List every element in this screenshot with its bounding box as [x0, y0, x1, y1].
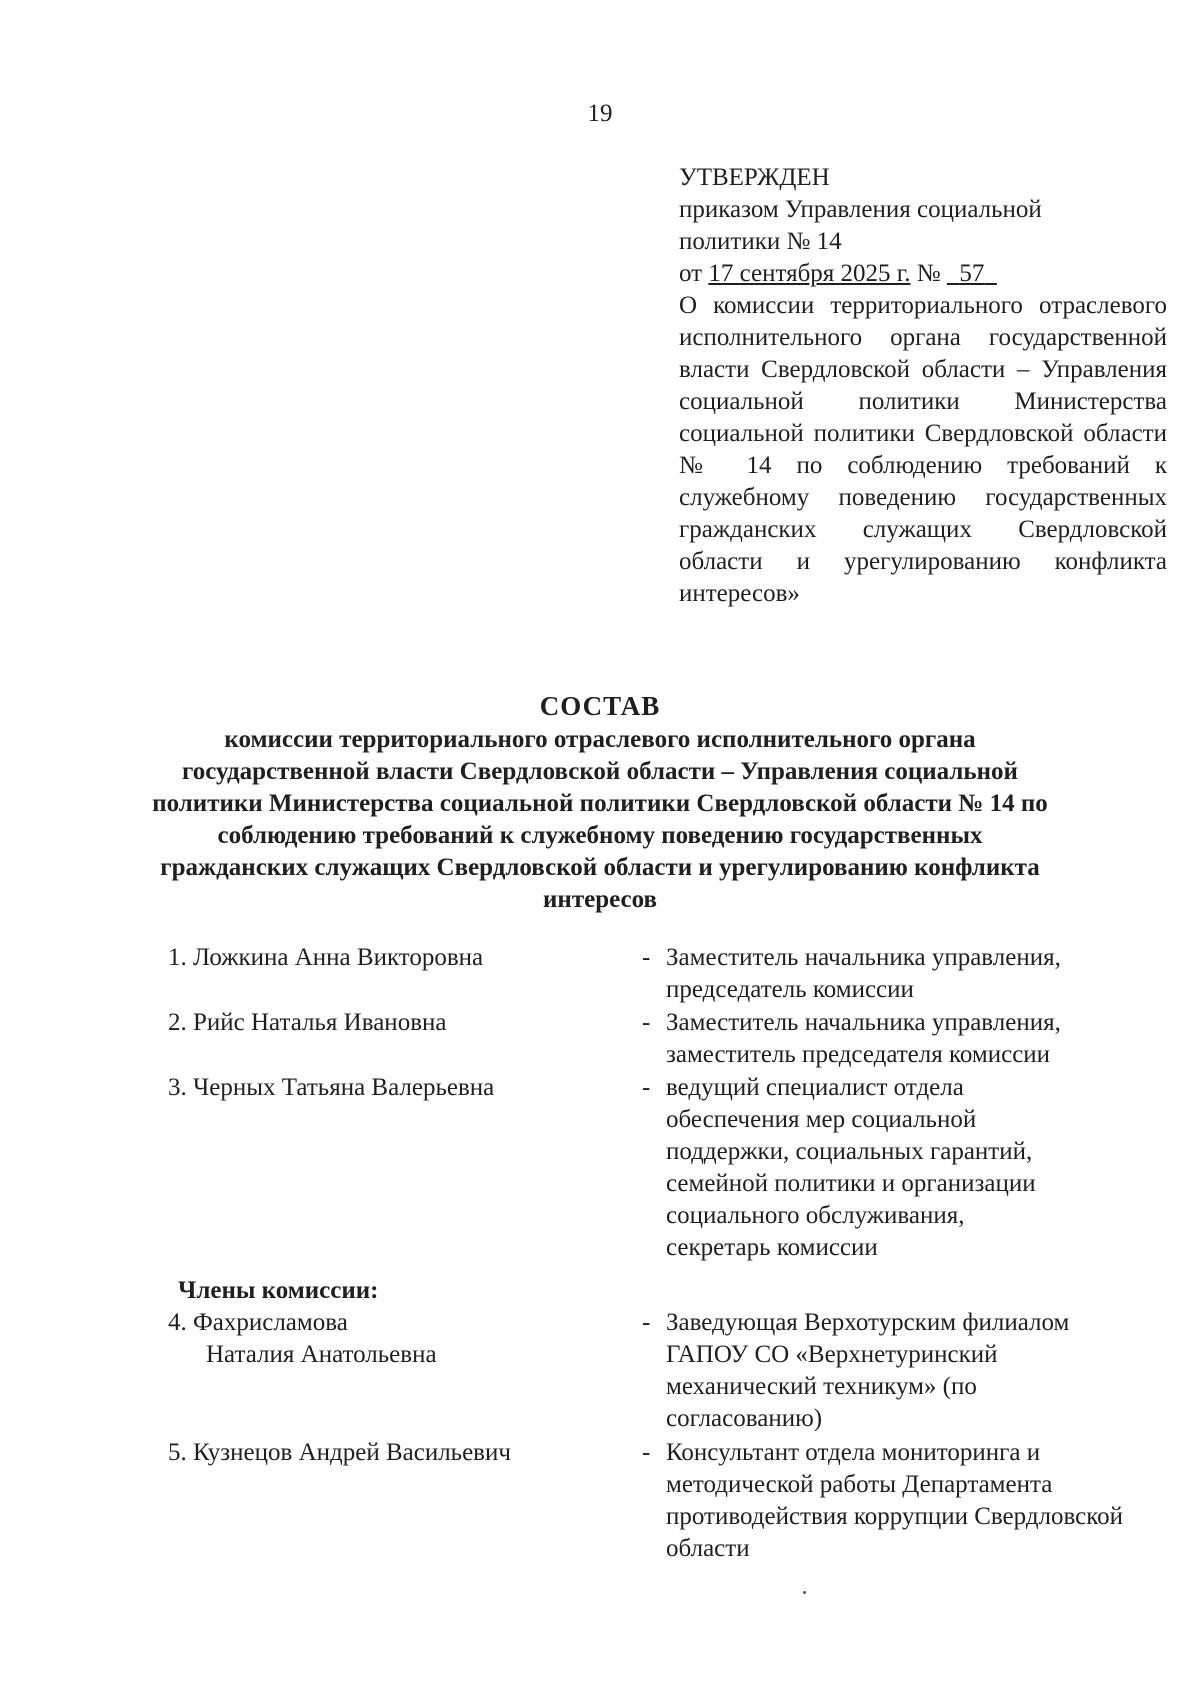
page-number: 19	[587, 100, 613, 127]
date-prefix: от	[679, 260, 709, 287]
member-dash: -	[642, 1439, 651, 1466]
member-role: Заведующая Верхотурским филиалом ГАПОУ СО «Верхнетуринский механический техникум» (по согласованию)	[666, 1309, 1070, 1432]
order-date: 17 сентября 2025 г.	[708, 260, 911, 287]
member-name-second-line: Наталия Анатольевна	[206, 1341, 437, 1368]
member-name: 2. Рийс Наталья Ивановна	[168, 1009, 447, 1036]
heading-title: СОСТАВ	[539, 691, 661, 721]
member-dash: -	[642, 1009, 651, 1036]
approval-date-line	[679, 258, 1167, 290]
member-dash: -	[642, 1074, 651, 1101]
approval-order-line: приказом Управления социальной	[679, 196, 1042, 223]
heading-subtitle: комиссии территориального отраслевого исполнительного органа государственной власти Свердловской области – Управления социальной политики Министерства социальной политики Свердловской области № 14 по соблюдению требований к служебному поведению государственных гражданских служащих Свердловской области и урегулированию конфликта интересов	[152, 726, 1048, 913]
approval-title: УТВЕРЖДЕН	[679, 164, 830, 191]
document-heading	[150, 690, 1050, 916]
approval-subject: О комиссии территориального отраслевого исполнительного органа государственной власти Свердловской области – Управления социальной политики Министерства социальной политики Свердловской области № 14 по соблюдению требований к служебному поведению государственных гражданских служащих Свердловской области и урегулированию конфликта интересов»	[679, 292, 1167, 607]
member-role: ведущий специалист отдела обеспечения мер социальной поддержки, социальных гарантий, семейной политики и организации социального обслуживания, секретарь комиссии	[666, 1074, 1036, 1261]
approval-order-line-2: политики № 14	[679, 228, 842, 255]
member-dash: -	[642, 1309, 651, 1336]
member-role: Консультант отдела мониторинга и методической работы Департамента противодействия коррупции Свердловской области	[666, 1439, 1124, 1562]
number-prefix: №	[910, 260, 947, 287]
order-number-value: 57	[959, 260, 985, 287]
member-name: 1. Ложкина Анна Викторовна	[168, 944, 484, 971]
scan-speck	[803, 1591, 806, 1594]
member-name: 3. Черных Татьяна Валерьевна	[168, 1074, 495, 1101]
order-number	[947, 260, 997, 287]
member-role: Заместитель начальника управления, заместитель председателя комиссии	[666, 1009, 1061, 1068]
member-name-block	[168, 1307, 628, 1371]
member-dash: -	[642, 944, 651, 971]
member-name: 4. Фахрисламова	[168, 1309, 348, 1336]
member-role: Заместитель начальника управления, председатель комиссии	[666, 944, 1061, 1003]
approval-stamp-block	[679, 162, 1167, 610]
member-name: 5. Кузнецов Андрей Васильевич	[168, 1439, 511, 1466]
members-label: Члены комиссии:	[178, 1277, 379, 1304]
